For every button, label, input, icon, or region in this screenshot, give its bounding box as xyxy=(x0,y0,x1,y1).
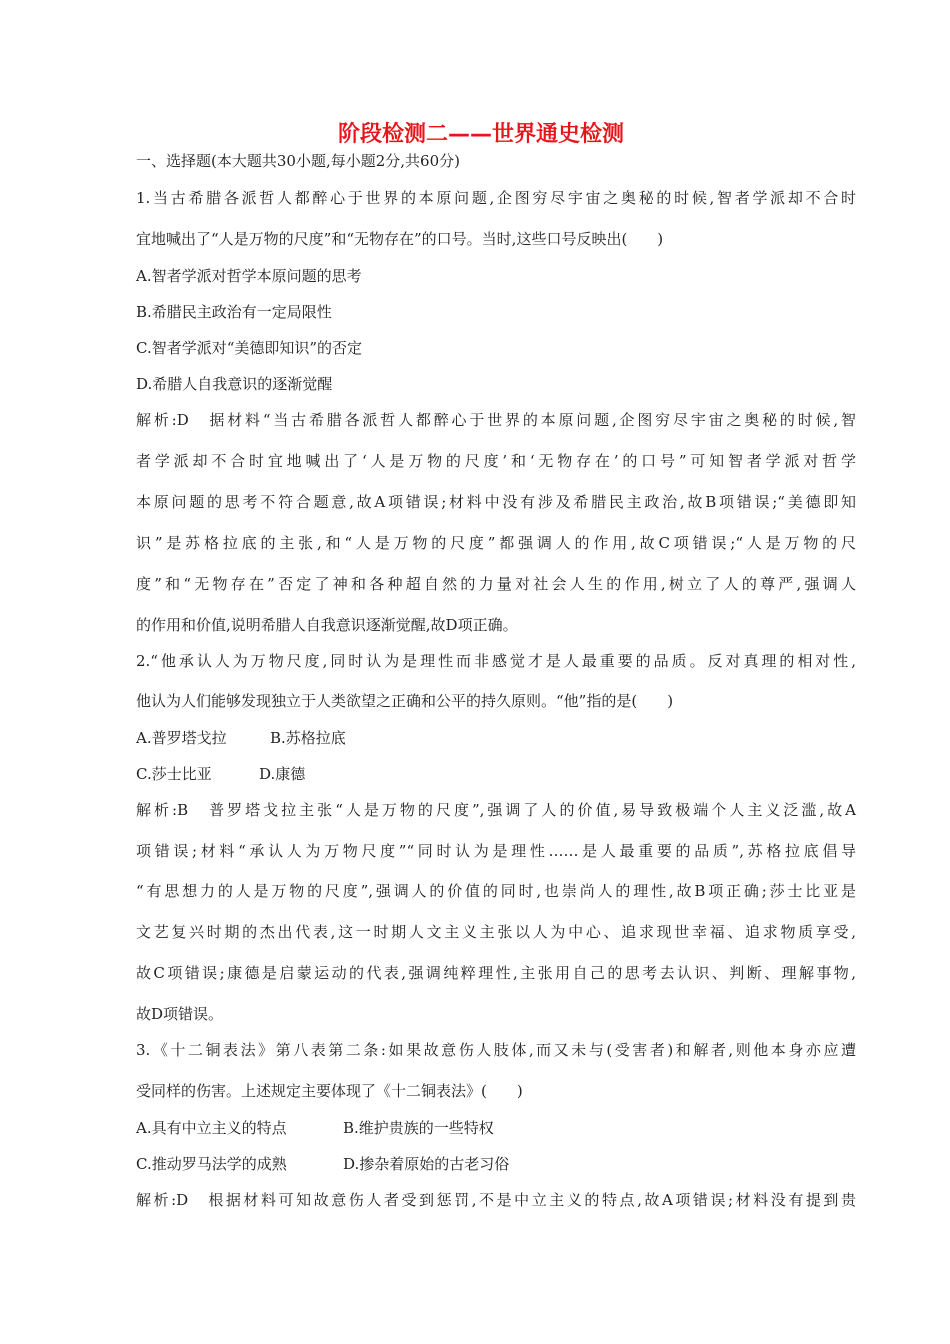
q1-option-c: C.智者学派对“美德即知识”的否定 xyxy=(136,339,363,357)
q2-option-a: A.普罗塔戈拉 xyxy=(136,729,227,747)
q3-option-d: D.掺杂着原始的古老习俗 xyxy=(343,1155,510,1173)
q2-stem-line: 他认为人们能够发现独立于人类欲望之正确和公平的持久原则。“他”指的是( ) xyxy=(136,692,674,710)
q1-analysis-line: 识”是苏格拉底的主张,和“人是万物的尺度”都强调人的作用,故C项错误;“人是万物的尺 xyxy=(136,534,856,552)
page-title: 阶段检测二——世界通史检测 xyxy=(337,122,624,147)
q2-option-b: B.苏格拉底 xyxy=(270,729,346,747)
q2-analysis-line: 故C项错误;康德是启蒙运动的代表,强调纯粹理性,主张用自己的思考去认识、判断、理解事物, xyxy=(136,964,856,982)
q2-option-c: C.莎士比亚 xyxy=(136,765,212,783)
q2-analysis-line: 解析:B 普罗塔戈拉主张“人是万物的尺度”,强调了人的价值,易导致极端个人主义泛滥,故A xyxy=(136,801,856,819)
q2-analysis-line: 文艺复兴时期的杰出代表,这一时期人文主义主张以人为中心、追求现世幸福、追求物质享受, xyxy=(136,923,856,941)
q2-option-d: D.康德 xyxy=(259,765,306,783)
q1-option-a: A.智者学派对哲学本原问题的思考 xyxy=(136,267,362,285)
q1-analysis-line: 本原问题的思考不符合题意,故A项错误;材料中没有涉及希腊民主政治,故B项错误;“美德即知 xyxy=(136,493,856,511)
q3-option-c: C.推动罗马法学的成熟 xyxy=(136,1155,287,1173)
q2-analysis-line: 故D项错误。 xyxy=(136,1005,224,1023)
q3-stem-line: 3.《十二铜表法》第八表第二条:如果故意伤人肢体,而又未与(受害者)和解者,则他本身亦应遭 xyxy=(136,1041,856,1059)
q3-option-b: B.维护贵族的一些特权 xyxy=(343,1119,494,1137)
q3-stem-line: 受同样的伤害。上述规定主要体现了《十二铜表法》( ) xyxy=(136,1082,523,1100)
q1-stem-line: 1.当古希腊各派哲人都醉心于世界的本原问题,企图穷尽宇宙之奥秘的时候,智者学派却不合时 xyxy=(136,189,856,207)
q1-stem-line: 宜地喊出了“人是万物的尺度”和“无物存在”的口号。当时,这些口号反映出( ) xyxy=(136,230,664,248)
q1-analysis-line: 的作用和价值,说明希腊人自我意识逐渐觉醒,故D项正确。 xyxy=(136,616,518,634)
q2-stem-line: 2.“他承认人为万物尺度,同时认为是理性而非感觉才是人最重要的品质。反对真理的相对性, xyxy=(136,652,856,670)
q2-analysis-line: “有思想力的人是万物的尺度”,强调人的价值的同时,也崇尚人的理性,故B项正确;莎士比亚是 xyxy=(136,882,856,900)
section-heading: 一、选择题(本大题共30小题,每小题2分,共60分) xyxy=(136,152,460,170)
q3-analysis-line: 解析:D 根据材料可知故意伤人者受到惩罚,不是中立主义的特点,故A项错误;材料没有提到贵 xyxy=(136,1191,856,1209)
q1-analysis-line: 者学派却不合时宜地喊出了‘人是万物的尺度’和‘无物存在’的口号”可知智者学派对哲学 xyxy=(136,452,856,470)
q1-option-b: B.希腊民主政治有一定局限性 xyxy=(136,303,332,321)
q2-analysis-line: 项错误;材料“承认人为万物尺度”“同时认为是理性……是人最重要的品质”,苏格拉底倡导 xyxy=(136,842,856,860)
q1-option-d: D.希腊人自我意识的逐渐觉醒 xyxy=(136,375,333,393)
q1-analysis-line: 度”和“无物存在”否定了神和各种超自然的力量对社会人生的作用,树立了人的尊严,强调人 xyxy=(136,575,856,593)
q3-option-a: A.具有中立主义的特点 xyxy=(136,1119,287,1137)
q1-analysis-line: 解析:D 据材料“当古希腊各派哲人都醉心于世界的本原问题,企图穷尽宇宙之奥秘的时候,智 xyxy=(136,411,856,429)
